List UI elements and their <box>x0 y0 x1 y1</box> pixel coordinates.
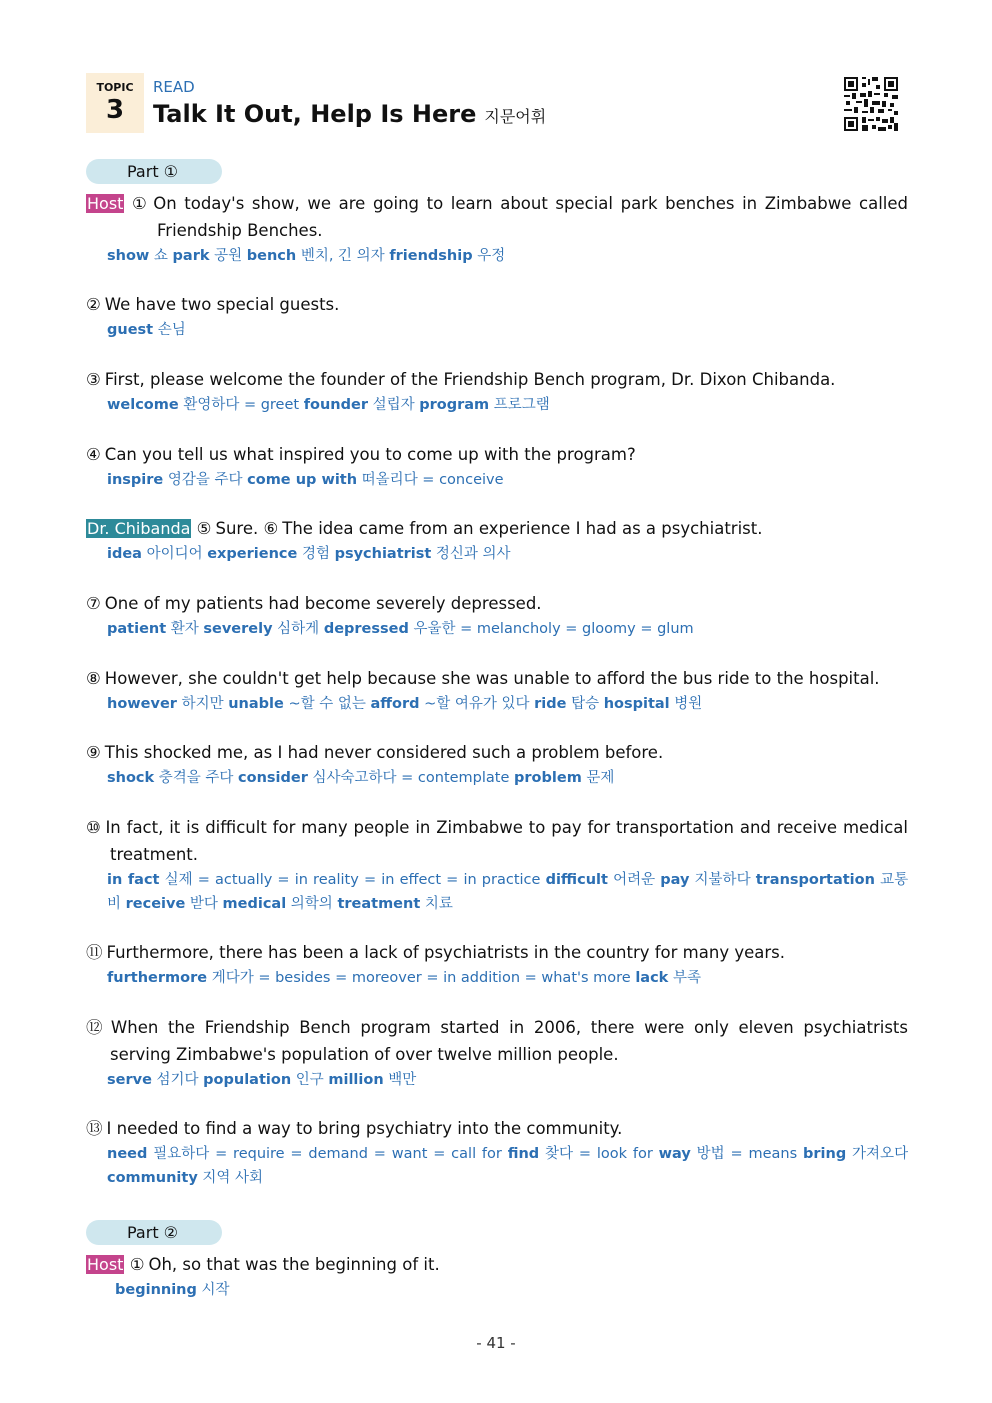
topic-number: 3 <box>105 95 125 125</box>
speaker-dr-tag: Dr. Chibanda <box>87 519 191 538</box>
vocab-12: serve 섬기다 population 인구 million 백만 <box>107 1072 417 1088</box>
sentence-13 <box>86 1115 908 1190</box>
speaker-host-tag: Host <box>87 194 124 213</box>
part-1-label: Part ① <box>86 159 222 184</box>
sentence-1 <box>86 190 908 268</box>
sentence-9-text: ⑨ This shocked me, as I had never considered such a problem before. <box>86 743 664 762</box>
sentence-11-text: ⑪ Furthermore, there has been a lack of psychiatrists in the country for many years. <box>86 943 785 962</box>
sentence-12 <box>86 1014 908 1092</box>
sentence-1-text: Host ① On today's show, we are going to learn about special park benches in Zimbabwe called Friendship Benches. <box>87 194 908 240</box>
vocab-4: inspire 영감을 주다 come up with 떠올리다 = conceive <box>107 472 504 488</box>
vocab-10: in fact 실제 = actually = in reality = in effect = in practice difficult 어려운 pay 지불하다 transportation 교통비 receive 받다 medical 의학의 treatment 치료 <box>107 872 909 912</box>
vocab-1: show 쇼 park 공원 bench 벤치, 긴 의자 friendship 우정 <box>107 248 506 264</box>
title-subtitle: 지문어휘 <box>484 107 547 126</box>
title-text: Talk It Out, Help Is Here <box>153 100 477 128</box>
section-label: READ <box>153 78 195 96</box>
vocab-p2-1: beginning 시작 <box>115 1282 230 1298</box>
vocab-13: need 필요하다 = require = demand = want = call for find 찾다 = look for way 방법 = means bring 가져오다 community 지역 사회 <box>107 1146 909 1186</box>
sentence-8-text: ⑧ However, she couldn't get help because she was unable to afford the bus ride to the hospital. <box>86 669 880 688</box>
sentence-11 <box>86 939 908 990</box>
sentence-8 <box>86 665 908 716</box>
sentence-2-text: ② We have two special guests. <box>86 295 340 314</box>
part-2-sentence-1-text: Host ① Oh, so that was the beginning of it. <box>87 1255 440 1274</box>
vocab-8: however 하지만 unable ~할 수 없는 afford ~할 여유가 있다 ride 탑승 hospital 병원 <box>107 696 703 712</box>
vocab-9: shock 충격을 주다 consider 심사숙고하다 = contemplate problem 문제 <box>107 770 615 786</box>
sentence-7 <box>86 590 908 641</box>
sentence-5-6-text: Dr. Chibanda ⑤ Sure. ⑥ The idea came from an experience I had as a psychiatrist. <box>87 519 763 538</box>
part-2-sentence-1 <box>86 1251 908 1302</box>
sentence-10 <box>86 814 908 916</box>
topic-label: TOPIC <box>96 81 134 94</box>
sentence-10-text: ⑩ In fact, it is difficult for many people in Zimbabwe to pay for transportation and receive medical treatment. <box>86 818 909 864</box>
sentence-5-6 <box>86 515 908 566</box>
vocab-3: welcome 환영하다 = greet founder 설립자 program 프로그램 <box>107 397 550 413</box>
page-title <box>153 100 546 128</box>
sentence-2 <box>86 291 908 342</box>
qr-code-icon[interactable] <box>844 77 898 131</box>
sentence-12-text: ⑫ When the Friendship Bench program started in 2006, there were only eleven psychiatrists serving Zimbabwe's population of over twelve million people. <box>86 1018 908 1064</box>
vocab-7: patient 환자 severely 심하게 depressed 우울한 = melancholy = gloomy = glum <box>107 621 694 637</box>
speaker-host-tag-2: Host <box>87 1255 124 1274</box>
topic-header <box>86 73 906 135</box>
sentence-7-text: ⑦ One of my patients had become severely depressed. <box>86 594 542 613</box>
sentence-3 <box>86 366 908 417</box>
sentence-13-text: ⑬ I needed to find a way to bring psychiatry into the community. <box>86 1119 623 1138</box>
vocab-2: guest 손님 <box>107 322 186 338</box>
sentence-3-text: ③ First, please welcome the founder of the Friendship Bench program, Dr. Dixon Chibanda. <box>86 370 836 389</box>
sentence-4-text: ④ Can you tell us what inspired you to come up with the program? <box>86 445 636 464</box>
sentence-9 <box>86 739 908 790</box>
part-2-label: Part ② <box>86 1220 222 1245</box>
topic-badge <box>86 73 144 133</box>
sentence-4 <box>86 441 908 492</box>
page-number: - 41 - <box>476 1334 516 1352</box>
vocab-5: idea 아이디어 experience 경험 psychiatrist 정신과 의사 <box>107 546 511 562</box>
vocab-11: furthermore 게다가 = besides = moreover = in addition = what's more lack 부족 <box>107 970 701 986</box>
